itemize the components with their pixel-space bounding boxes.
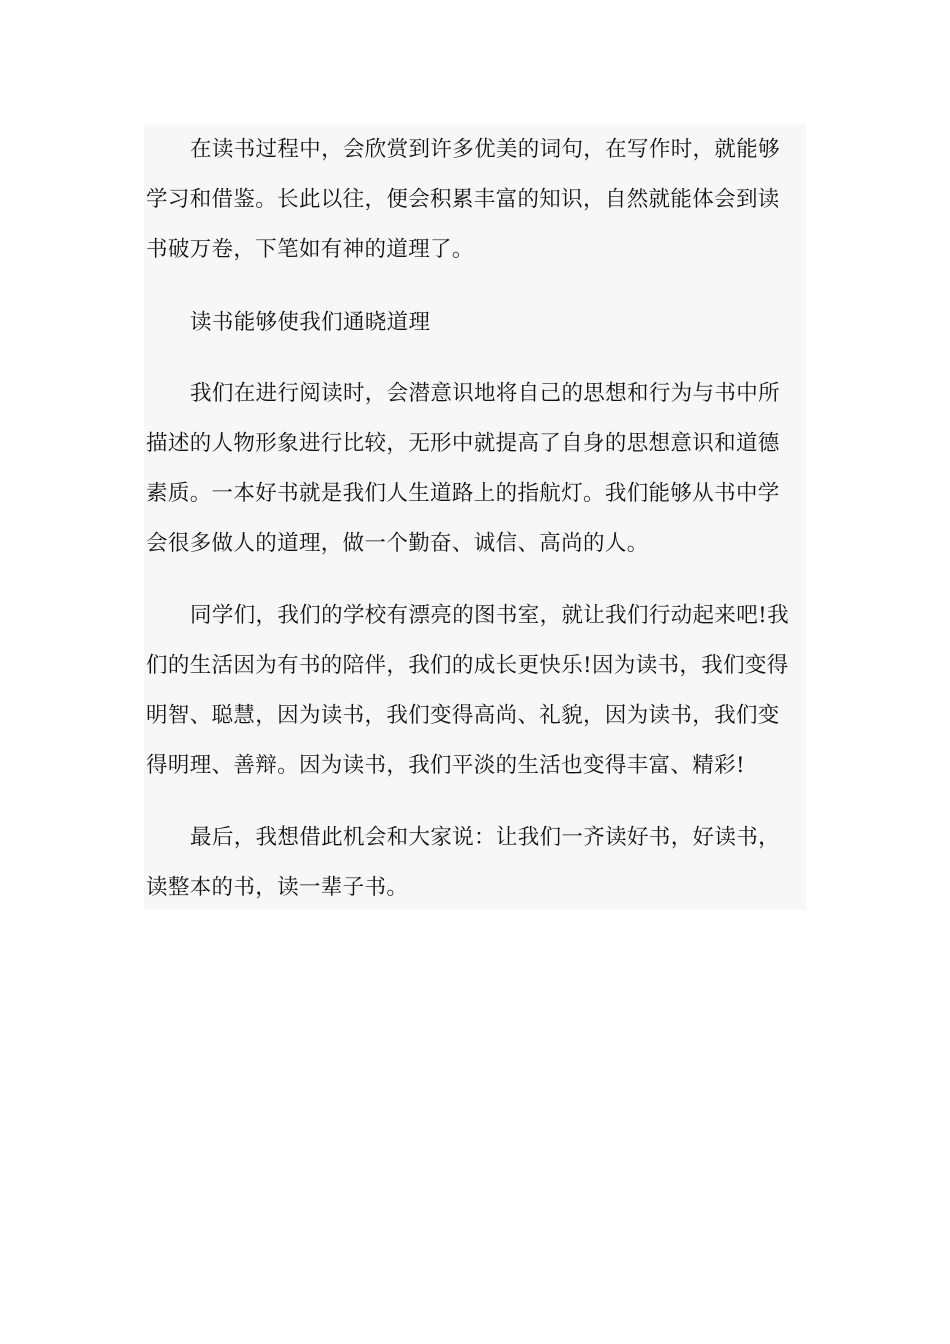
paragraph-1-line-2: 学习和借鉴。长此以往，便会积累丰富的知识，自然就能体会到读 bbox=[146, 187, 780, 212]
paragraph-2-line-2: 描述的人物形象进行比较，无形中就提高了自身的思想意识和道德 bbox=[146, 431, 780, 456]
paragraph-3-line-4: 得明理、善辩。因为读书，我们平淡的生活也变得丰富、精彩! bbox=[146, 753, 745, 778]
paragraph-3-line-3: 明智、聪慧，因为读书，我们变得高尚、礼貌，因为读书，我们变 bbox=[146, 703, 780, 728]
paragraph-2-line-1: 我们在进行阅读时，会潜意识地将自己的思想和行为与书中所 bbox=[190, 381, 780, 406]
section-heading: 读书能够使我们通晓道理 bbox=[190, 310, 431, 335]
paragraph-3-line-1: 同学们，我们的学校有漂亮的图书室，就让我们行动起来吧!我 bbox=[190, 603, 789, 628]
paragraph-2-line-4: 会很多做人的道理，做一个勤奋、诚信、高尚的人。 bbox=[146, 531, 649, 556]
document-text-block bbox=[144, 124, 806, 910]
paragraph-3-line-2: 们的生活因为有书的陪伴，我们的成长更快乐!因为读书，我们变得 bbox=[146, 653, 789, 678]
paragraph-1-line-3: 书破万卷，下笔如有神的道理了。 bbox=[146, 237, 474, 262]
paragraph-1-line-1: 在读书过程中，会欣赏到许多优美的词句，在写作时，就能够 bbox=[190, 137, 780, 162]
paragraph-4-line-1: 最后，我想借此机会和大家说：让我们一齐读好书，好读书， bbox=[190, 825, 780, 850]
paragraph-4-line-2: 读整本的书，读一辈子书。 bbox=[146, 875, 409, 900]
paragraph-2-line-3: 素质。一本好书就是我们人生道路上的指航灯。我们能够从书中学 bbox=[146, 481, 780, 506]
